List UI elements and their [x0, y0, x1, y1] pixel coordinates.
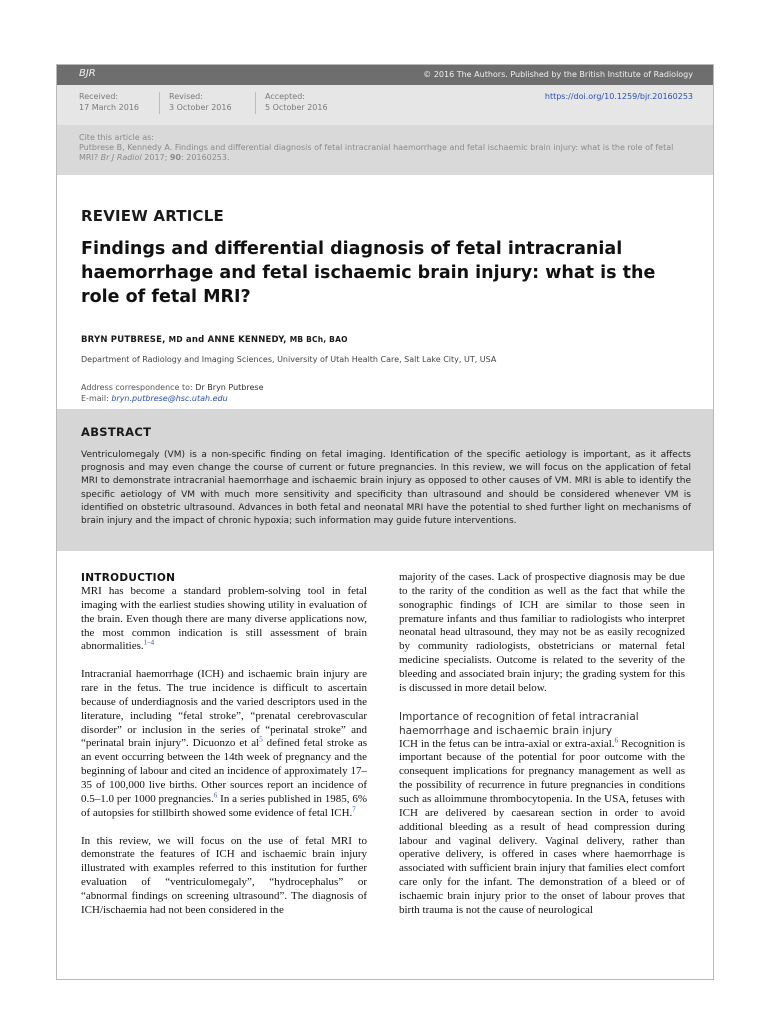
dates-bar — [57, 85, 713, 125]
right-column — [399, 571, 685, 918]
reference-link[interactable]: 1–4 — [143, 638, 155, 647]
journal-name: BJR — [79, 68, 96, 79]
article-page — [56, 64, 714, 980]
left-column — [81, 571, 367, 918]
section-heading-introduction: INTRODUCTION — [81, 572, 176, 584]
reference-link[interactable]: 5 — [259, 735, 263, 744]
copyright-notice: © 2016 The Authors. Published by the British Institute of Radiology — [423, 70, 693, 79]
journal-header-bar — [57, 65, 713, 85]
correspondence: Address correspondence to: Dr Bryn Putbrese E-mail: bryn.putbrese@hsc.utah.edu — [81, 383, 264, 403]
accepted-date: Accepted: 5 October 2016 — [265, 92, 328, 112]
article-header — [81, 207, 693, 404]
doi-link[interactable]: https://doi.org/10.1259/bjr.20160253 — [544, 92, 693, 101]
abstract-heading: ABSTRACT — [81, 425, 152, 439]
citation-text: Putbrese B, Kennedy A. Findings and differential diagnosis of fetal intracranial haemorrhage and fetal ischaemic brain injury: what is the role of fetal MRI? Br J Radiol 2017; 90: 20160253. — [79, 143, 674, 162]
abstract-text: Ventriculomegaly (VM) is a non-specific finding on fetal imaging. Identification of the specific aetiology is important, as it affects prognosis and may even change the course of current or future pregnancies. In this review, we will focus on the application of fetal MRI to demonstrate intracranial haemorrhage and ischaemic brain injury as opposed to other causes of VM. MRI is able to identify the specific aetiology of VM with much more sensitivity and specificity than ultrasound and should be considered whenever VM is identified on obstetric ultrasound. Advances in both fetal and neonatal MRI have the potential to shed further light on mechanisms of brain injury and the impact of chronic hypoxia; such information may guide future interventions. — [81, 450, 691, 527]
paragraph: MRI has become a standard problem-solving tool in fetal imaging with the earliest studies showing utility in evaluation of the brain. Even though there are many diverse applications now, the most common indication is still assessment of brain abnormalities.$^{1-4}$ — [81, 585, 367, 653]
citation-label: Cite this article as: — [79, 133, 154, 142]
received-date: Received: 17 March 2016 — [79, 92, 140, 112]
citation-box — [57, 125, 713, 175]
paragraph: Intracranial haemorrhage (ICH) and ischaemic brain injury are rare in the fetus. The true incidence is difficult to ascertain because of underdiagnosis and the varied descriptors used in the literature, including “fetal stroke”, “prenatal cerebrovascular disorder” or inclusion in the series of “perinatal stroke” and “perinatal brain injury”. Dicuonzo et $al^5$ defined fetal stroke as an event occurring between the 14th week of pregnancy and the beginning of labour and cited an incidence of approximately 17–35 of 100,000 live births. Other sources report an incidence of 0.5–1.0 per 1000 pregnancies.$^6$ In a series published in 1985, 6% of autopsies for stillbirth showed some evidence of fetal ICH.$^7$ — [81, 668, 367, 819]
authors: BRYN PUTBRESE, MD and ANNE KENNEDY, MB BCh, BAO — [81, 335, 348, 345]
paragraph: In this review, we will focus on the use of fetal MRI to demonstrate the features of ICH and ischaemic brain injury illustrated with examples referred to this institution for further evaluation of “ventriculomegaly”, “hydrocephalus” or “abnormal findings on screening ultrasound”. The diagnosis of ICH/ischaemia had not been considered in the — [81, 834, 367, 916]
affiliation: Department of Radiology and Imaging Sciences, University of Utah Health Care, Salt Lake City, UT, USA — [81, 355, 497, 364]
reference-link[interactable]: 7 — [352, 805, 356, 813]
article-type: REVIEW ARTICLE — [81, 207, 224, 225]
subsection-heading: Importance of recognition of fetal intracranial haemorrhage and ischaemic brain injury — [399, 710, 639, 737]
reference-link[interactable]: 6 — [614, 735, 619, 744]
abstract-box — [57, 409, 713, 551]
paragraph: ICH in the fetus can be intra-axial or extra-axial.$^6$ Recognition is important because of the potential for poor outcome with the consequent implications for pregnancy management as well as the possibility of recurrence in future pregnancies in conditions such as alloimmune thrombocytopenia. In the USA, fetuses with ICH are delivered by caesarean section in order to avoid additional bleeding as a result of head compression during labour and vaginal delivery. Vaginal delivery, rather than operative delivery, is offered in cases where haemorrhage is associated with sufficient brain injury that families elect comfort care only for the infant. The demonstration of a bleed or of ischaemic brain injury prior to the onset of labour proves that birth trauma is not the cause of neurological — [399, 735, 685, 916]
paragraph: majority of the cases. Lack of prospective diagnosis may be due to the rarity of the condition as well as the fact that while the sonographic findings of ICH are similar to those seen in premature infants and thus familiar to radiologists who interpret neonatal head ultrasound, they may not be as easily recognized by community radiologists, obstetricians or maternal fetal medicine specialists. Outcome is related to the severity of the bleeding and associated brain injury; the grading system for this is discussed in more detail below. — [399, 571, 685, 694]
revised-date: Revised: 3 October 2016 — [169, 92, 232, 112]
article-title: Findings and differential diagnosis of fetal intracranial haemorrhage and fetal ischaemic brain injury: what is the role of fetal MRI? — [81, 239, 656, 307]
email-link[interactable]: bryn.putbrese@hsc.utah.edu — [111, 394, 228, 403]
reference-link[interactable]: 6 — [213, 791, 218, 800]
